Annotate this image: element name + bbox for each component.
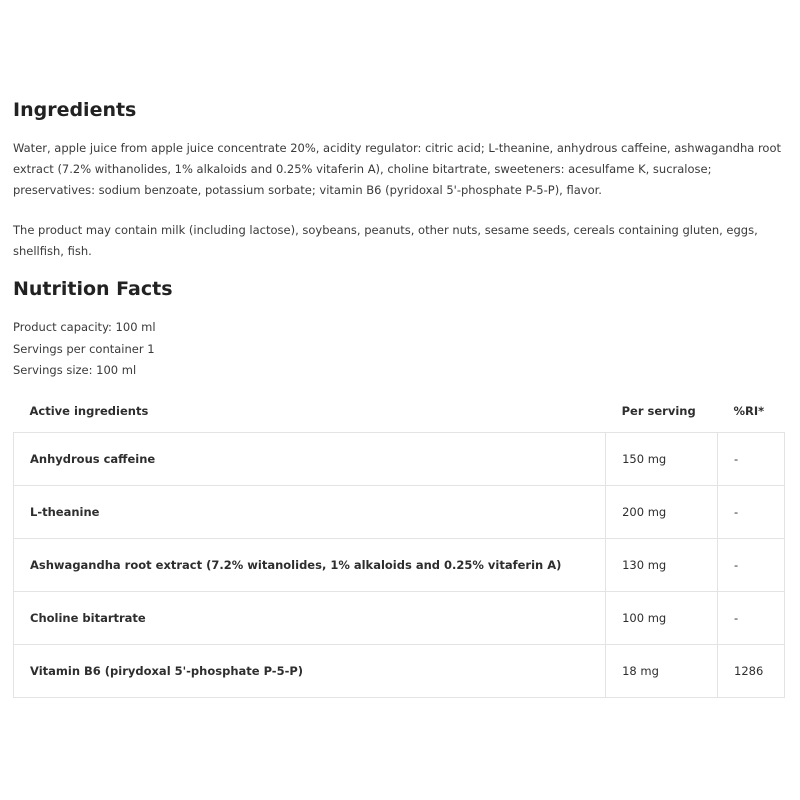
ingredient-name: Vitamin B6 (pirydoxal 5'-phosphate P-5-P) <box>14 645 606 698</box>
per-serving-value: 18 mg <box>606 645 718 698</box>
header-active-ingredients: Active ingredients <box>29 404 149 418</box>
ri-value: - <box>718 433 785 486</box>
ingredients-text: Water, apple juice from apple juice concentrate 20%, acidity regulator: citric acid; L-theanine, anhydrous caffeine, ashwagandha root extract (7.2% withanolides, 1% alkaloids and 0.25% vitaferin A), choline bitartrate, sweeteners: acesulfame K, sucralose; preservatives: sodium benzoate, potassium sorbate; vitamin B6 (pyridoxal 5'-phosphate P-5-P), flavor. <box>13 141 782 197</box>
table-header-row <box>14 390 785 433</box>
table-row <box>14 592 785 645</box>
ri-value: - <box>718 539 785 592</box>
table-row <box>14 539 785 592</box>
serving-size: Servings size: 100 ml <box>13 363 137 377</box>
table-row <box>14 433 785 486</box>
per-serving-value: 130 mg <box>606 539 718 592</box>
nutrition-table <box>13 390 785 698</box>
table-row <box>14 486 785 539</box>
ingredient-name: Ashwagandha root extract (7.2% witanolides, 1% alkaloids and 0.25% vitaferin A) <box>14 539 606 592</box>
ri-value: - <box>718 592 785 645</box>
servings-per-container: Servings per container 1 <box>13 341 155 356</box>
allergen-note: The product may contain milk (including lactose), soybeans, peanuts, other nuts, sesame seeds, cereals containing gluten, eggs, shellfish, fish. <box>13 223 758 258</box>
header-per-serving: Per serving <box>621 404 696 418</box>
nutrition-facts-heading: Nutrition Facts <box>13 278 173 300</box>
per-serving-value: 200 mg <box>606 486 718 539</box>
ingredient-name: L-theanine <box>14 486 606 539</box>
per-serving-value: 100 mg <box>606 592 718 645</box>
header-ri: %RI* <box>733 404 765 418</box>
ingredient-name: Choline bitartrate <box>14 592 606 645</box>
ri-value: - <box>718 486 785 539</box>
ingredients-heading: Ingredients <box>13 99 137 121</box>
table-row <box>14 645 785 698</box>
nutrition-meta <box>13 317 156 382</box>
ingredient-name: Anhydrous caffeine <box>14 433 606 486</box>
product-capacity: Product capacity: 100 ml <box>13 320 156 334</box>
per-serving-value: 150 mg <box>606 433 718 486</box>
ri-value: 1286 <box>718 645 785 698</box>
